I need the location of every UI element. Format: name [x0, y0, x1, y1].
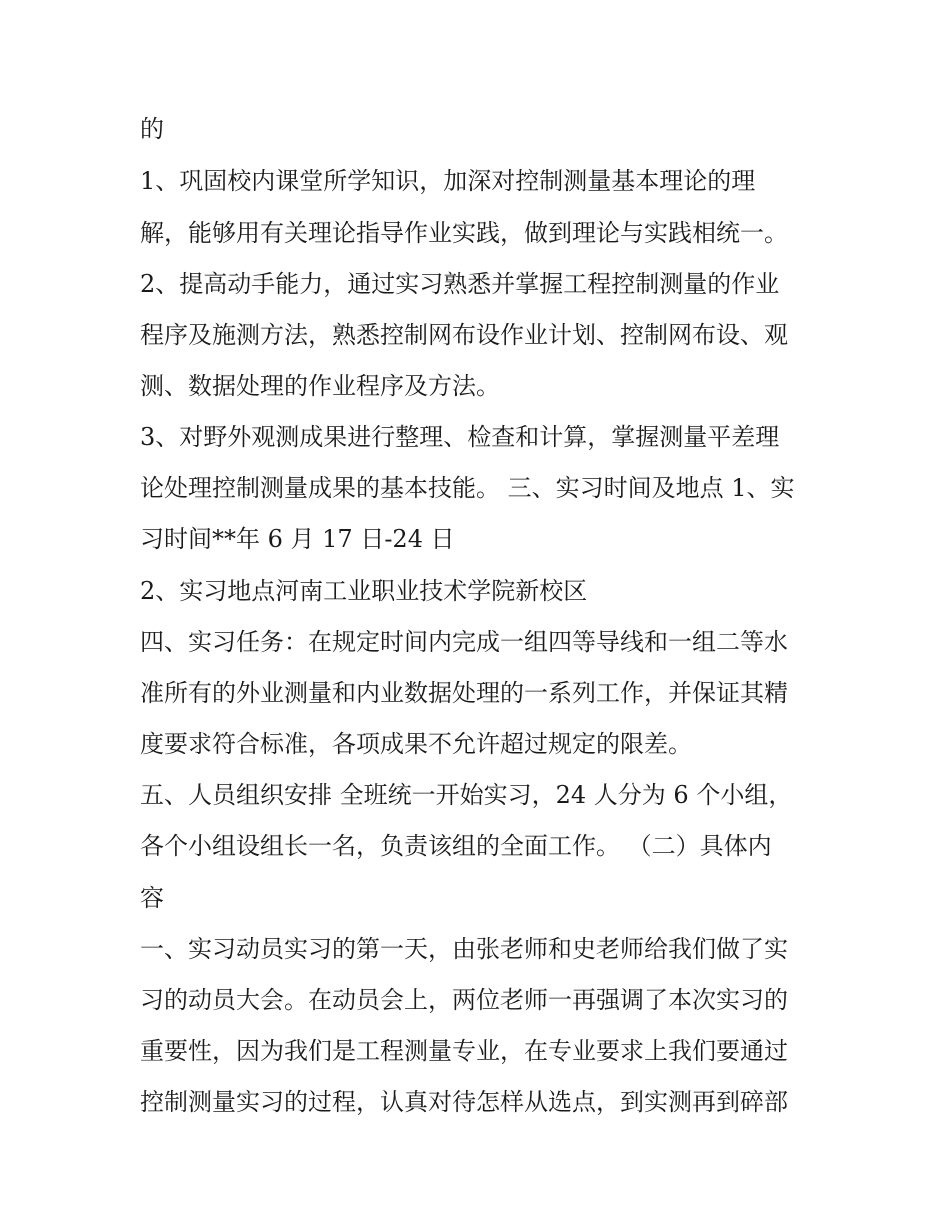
text-line: 1、巩固校内课堂所学知识，加深对控制测量基本理论的理 [140, 167, 756, 195]
text-line: 重要性，因为我们是工程测量专业，在专业要求上我们要通过 [140, 1037, 788, 1065]
text-line: 2、提高动手能力，通过实习熟悉并掌握工程控制测量的作业 [140, 270, 780, 298]
text-line: 习的动员大会。在动员会上，两位老师一再强调了本次实习的 [140, 986, 788, 1014]
text-line: 准所有的外业测量和内业数据处理的一系列工作，并保证其精 [140, 679, 788, 707]
text-line: 各个小组设组长一名，负责该组的全面工作。 （二）具体内 [140, 832, 772, 860]
text-line: 四、实习任务：在规定时间内完成一组四等导线和一组二等水 [140, 628, 788, 656]
text-line: 五、人员组织安排 全班统一开始实习，24 人分为 6 个小组， [140, 781, 793, 809]
text-line: 3、对野外观测成果进行整理、检查和计算，掌握测量平差理 [140, 423, 780, 451]
text-line: 论处理控制测量成果的基本技能。 三、实习时间及地点 1、实 [140, 474, 795, 502]
text-line: 一、实习动员实习的第一天，由张老师和史老师给我们做了实 [140, 935, 788, 963]
text-line: 的 [140, 115, 164, 143]
text-line: 程序及施测方法，熟悉控制网布设作业计划、控制网布设、观 [140, 321, 788, 349]
text-line: 解，能够用有关理论指导作业实践，做到理论与实践相统一。 [140, 219, 788, 247]
text-line: 控制测量实习的过程，认真对待怎样从选点，到实测再到碎部 [140, 1088, 788, 1116]
text-line: 习时间**年 6 月 17 日-24 日 [140, 525, 455, 553]
text-line: 测、数据处理的作业程序及方法。 [140, 372, 500, 400]
text-line: 容 [140, 884, 164, 912]
text-line: 2、实习地点河南工业职业技术学院新校区 [140, 577, 588, 605]
text-line: 度要求符合标准，各项成果不允许超过规定的限差。 [140, 730, 692, 758]
